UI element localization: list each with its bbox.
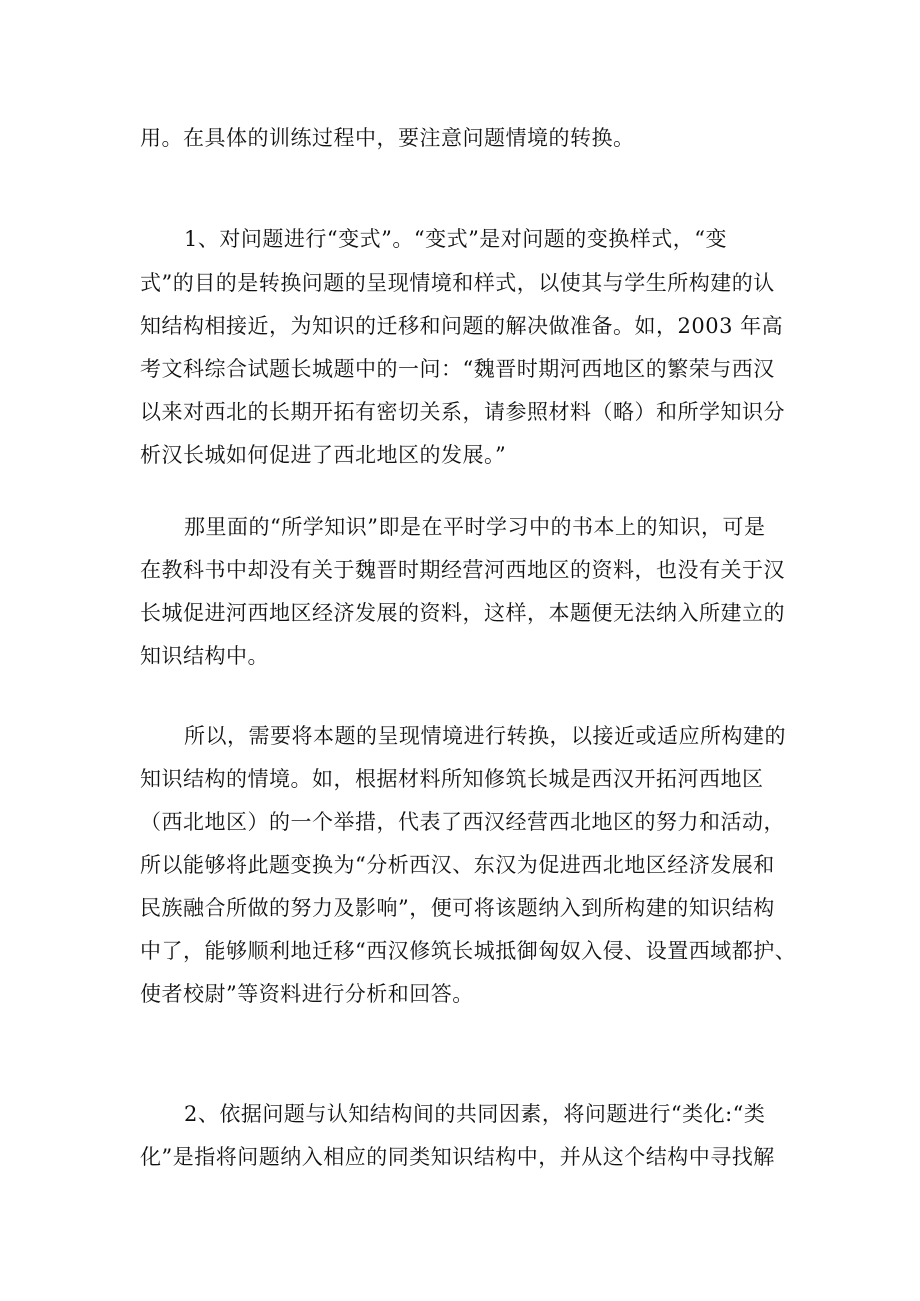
paragraph-line: 2、依据问题与认知结构间的共同因素，将问题进行“类化:“类 — [184, 1102, 766, 1126]
paragraph-line: 在教科书中却没有关于魏晋时期经营河西地区的资料，也没有关于汉 — [140, 558, 785, 582]
paragraph-line: 使者校尉”等资料进行分析和回答。 — [140, 982, 474, 1006]
paragraph-line: 长城促进河西地区经济发展的资料，这样，本题便无法纳入所建立的 — [140, 601, 785, 625]
paragraph-line: 知结构相接近，为知识的迁移和问题的解决做准备。如，2003 年高 — [140, 314, 784, 338]
paragraph-line: 以来对西北的长期开拓有密切关系，请参照材料（略）和所学知识分 — [140, 400, 785, 424]
paragraph-line: 化”是指将问题纳入相应的同类知识结构中，并从这个结构中寻找解 — [140, 1145, 775, 1169]
paragraph-line: 那里面的“所学知识”即是在平时学习中的书本上的知识，可是 — [184, 515, 766, 539]
paragraph-line: 民族融合所做的努力及影响”，便可将该题纳入到所构建的知识结构 — [140, 896, 775, 920]
paragraph-line: 1、对问题进行“变式”。“变式”是对问题的变换样式，“变 — [184, 227, 728, 251]
paragraph-line: 考文科综合试题长城题中的一问：“魏晋时期河西地区的繁荣与西汉 — [140, 357, 775, 381]
paragraph-line: 用。在具体的训练过程中，要注意问题情境的转换。 — [140, 126, 635, 150]
paragraph-line: 所以，需要将本题的呈现情境进行转换，以接近或适应所构建的 — [184, 724, 786, 748]
paragraph-line: 析汉长城如何促进了西北地区的发展。” — [140, 443, 507, 467]
paragraph-line: 中了，能够顺利地迁移“西汉修筑长城抵御匈奴入侵、设置西域都护、 — [140, 939, 797, 963]
paragraph-line: 式”的目的是转换问题的呈现情境和样式，以使其与学生所构建的认 — [140, 271, 775, 295]
paragraph-line: 知识结构中。 — [140, 644, 269, 668]
paragraph-line: （西北地区）的一个举措，代表了西汉经营西北地区的努力和活动， — [140, 810, 785, 834]
paragraph-line: 所以能够将此题变换为“分析西汉、东汉为促进西北地区经济发展和 — [140, 853, 775, 877]
paragraph-line: 知识结构的情境。如，根据材料所知修筑长城是西汉开拓河西地区 — [140, 767, 764, 791]
